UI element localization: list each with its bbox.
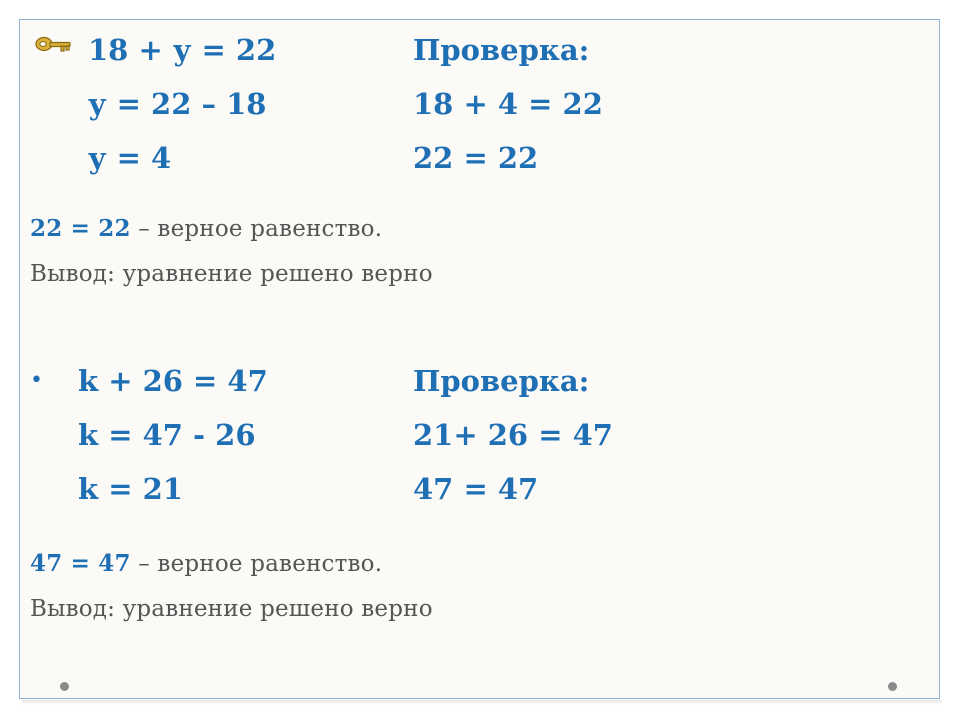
equation-line-1: k + 26 = 47: [78, 364, 268, 398]
equation-line-3: у = 4: [88, 141, 172, 175]
equation-line-2: у = 22 – 18: [88, 87, 267, 121]
conclusion-line: [30, 552, 382, 576]
check-line-1: 18 + 4 = 22: [413, 87, 603, 121]
conclusion-line: [30, 217, 382, 241]
equation-line-3: k = 21: [78, 472, 183, 506]
key-icon: [34, 33, 74, 59]
frame-shadow: [22, 700, 942, 705]
check-line-1: 21+ 26 = 47: [413, 418, 613, 452]
bullet-point: •: [30, 368, 43, 393]
check-line-2: 47 = 47: [413, 472, 539, 506]
check-title: Проверка:: [413, 364, 590, 398]
corner-dot-left: [60, 682, 69, 691]
equation-line-2: k = 47 - 26: [78, 418, 256, 452]
check-title: Проверка:: [413, 33, 590, 67]
verdict-line: Вывод: уравнение решено верно: [30, 261, 433, 287]
check-line-2: 22 = 22: [413, 141, 539, 175]
corner-dot-right: [888, 682, 897, 691]
equation-line-1: 18 + у = 22: [88, 33, 277, 67]
conclusion-equality: 47 = 47: [30, 550, 131, 577]
conclusion-text: – верное равенство.: [130, 216, 383, 242]
conclusion-text: – верное равенство.: [130, 551, 383, 577]
conclusion-equality: 22 = 22: [30, 215, 131, 242]
verdict-line: Вывод: уравнение решено верно: [30, 596, 433, 622]
